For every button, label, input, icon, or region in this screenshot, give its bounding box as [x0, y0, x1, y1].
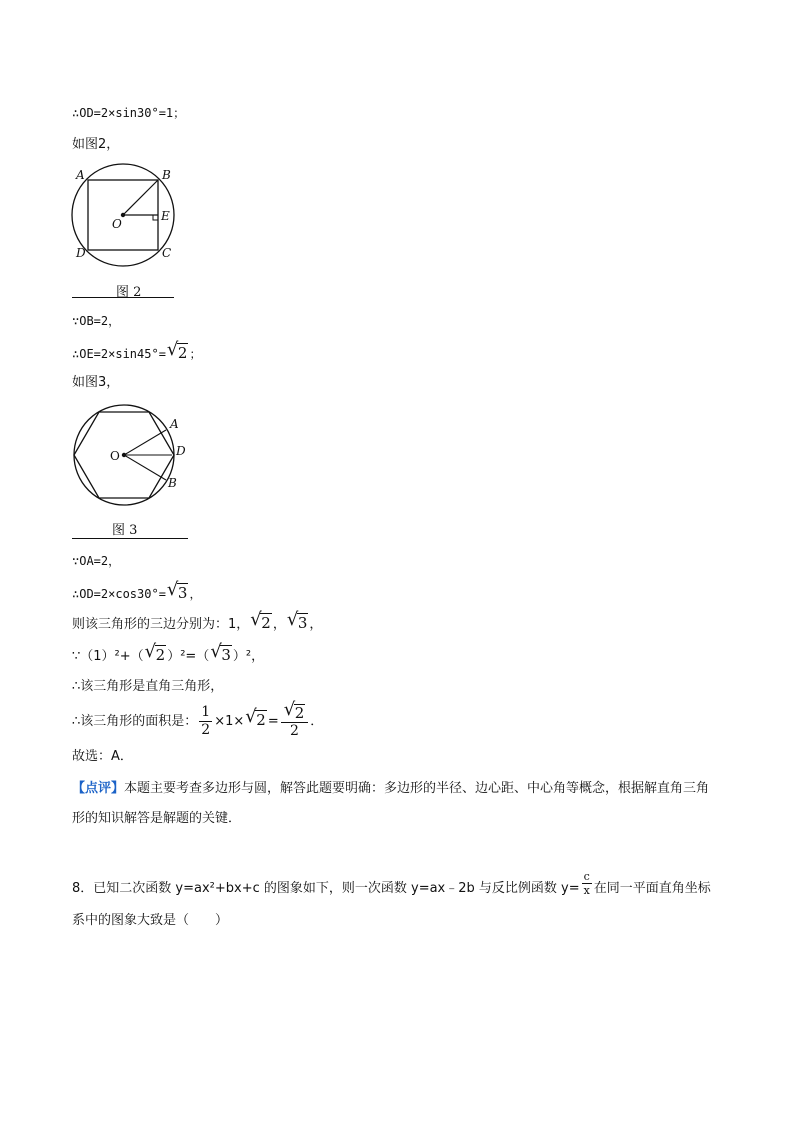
figure-2: [70, 162, 178, 300]
comment-paragraph: [72, 774, 722, 834]
fig3-label-b: B: [168, 476, 177, 490]
line-oa: ∵OA=2，: [72, 554, 121, 568]
fig2-label-o: O: [112, 217, 122, 231]
fig2-label-b: B: [162, 168, 171, 182]
line-ob: ∵OB=2，: [72, 314, 121, 328]
line-od-sin30: ∴OD=2×sin30°=1；: [72, 106, 186, 120]
q8-suffix: 在同一平面直角坐标: [593, 881, 711, 896]
line-oe: ∴OE=2×sin45°= √ 2 ；: [72, 339, 202, 362]
fig2-label-d: D: [76, 246, 86, 260]
fig3-label-d: D: [176, 444, 186, 458]
line-right-triangle: ∴该三角形是直角三角形，: [72, 679, 224, 694]
fig3-intro: 如图3，: [72, 375, 120, 390]
fig2-intro: 如图2，: [72, 137, 120, 152]
fig2-label-c: C: [162, 246, 172, 260]
comment-tag: 【点评】: [72, 781, 125, 796]
line-od-cos30: ∴OD=2×cos30°= √ 3 ，: [72, 579, 202, 602]
figure-3: [70, 400, 192, 542]
question-8: 8．已知二次函数 y=ax²+bx+c 的图象如下，则一次函数 y=ax﹣2b 与反比例函数 y= $\frac{c}{x}$ 在同一平面直角坐标: [72, 870, 711, 897]
fig2-label-a: A: [76, 168, 85, 182]
fig2-label-e: E: [161, 209, 170, 223]
fig3-baseline: [72, 538, 188, 539]
fig3-label-o: O: [110, 449, 120, 463]
comment-text: 本题主要考查多边形与圆，解答此题要明确：多边形的半径、边心距、中心角等概念，根据解直角三角形的知识解答是解题的关键．: [72, 781, 710, 826]
line-area: ∴该三角形的面积是： $\frac{1}{2}$ ×1× √ 2 = √ 2 2 ．: [72, 698, 324, 739]
answer-line: 故选：A．: [72, 749, 133, 764]
q8-prefix: 8．已知二次函数 y=ax²+bx+c 的图象如下，则一次函数 y=ax﹣2b 与反比例函数 y=: [72, 881, 580, 896]
fig2-baseline: [72, 297, 174, 298]
fig3-caption: 图 3: [112, 523, 138, 538]
line-three-sides: 则该三角形的三边分别为：1， √ 2 ， √ 3 ，: [72, 609, 323, 632]
fig3-label-a: A: [170, 417, 179, 431]
fig2-caption: 图 2: [116, 285, 142, 300]
q8-line2: 系中的图象大致是（ ）: [72, 913, 229, 928]
line-pythagoras: ∵（1）²+（ √ 2 ）²=（ √ 3 ）²，: [72, 641, 265, 664]
